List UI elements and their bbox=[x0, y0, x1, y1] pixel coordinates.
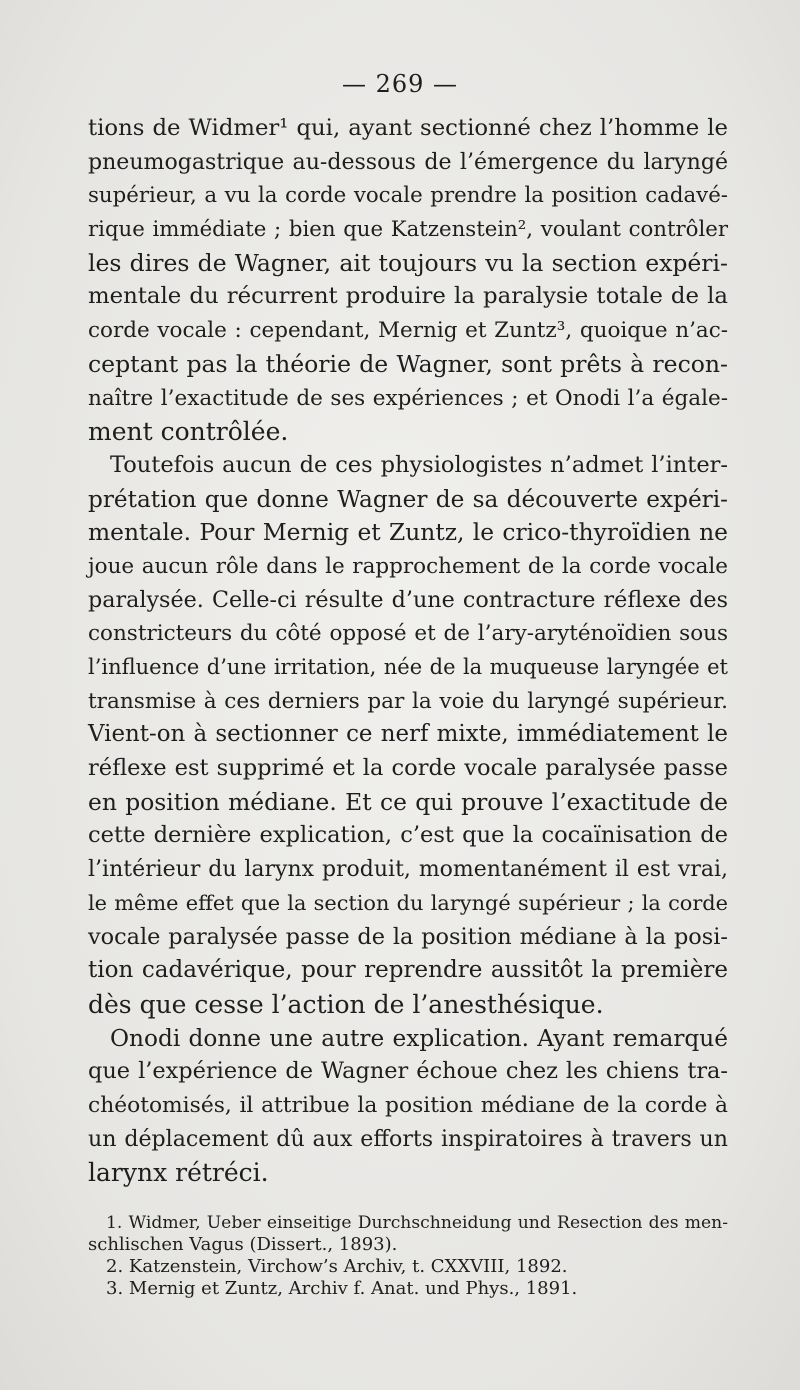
text-line: en position médiane. Et ce qui prouve l’exactitude de bbox=[88, 787, 728, 816]
text-line: Toutefois aucun de ces physiologistes n’admet l’inter- bbox=[110, 451, 728, 478]
text-line: rique immédiate ; bien que Katzenstein², voulant contrôler bbox=[88, 217, 728, 243]
footnote-line: 2. Katzenstein, Virchow’s Archiv, t. CXXVIII, 1892. bbox=[106, 1256, 568, 1277]
page-number: — 269 — bbox=[341, 70, 459, 98]
text-line: le même effet que la section du laryngé supérieur ; la corde bbox=[88, 890, 728, 915]
text-line: corde vocale : cependant, Mernig et Zuntz³, quoique n’ac- bbox=[88, 318, 728, 344]
text-line: dès que cesse l’action de l’anesthésique. bbox=[88, 989, 604, 1019]
text-line: cette dernière explication, c’est que la cocaïnisation de bbox=[88, 822, 728, 849]
text-line: que l’expérience de Wagner échoue chez les chiens tra- bbox=[88, 1058, 728, 1085]
text-line: transmise à ces derniers par la voie du laryngé supérieur. bbox=[88, 688, 728, 714]
text-line: paralysée. Celle-ci résulte d’une contracture réflexe des bbox=[88, 586, 728, 613]
text-line: constricteurs du côté opposé et de l’ary-aryténoïdien sous bbox=[88, 621, 728, 647]
text-line: l’influence d’une irritation, née de la muqueuse laryngée et bbox=[88, 655, 728, 679]
text-line: prétation que donne Wagner de sa découverte expéri- bbox=[88, 485, 728, 513]
text-line: supérieur, a vu la corde vocale prendre la position cadavé- bbox=[88, 183, 728, 209]
text-line: joue aucun rôle dans le rapprochement de la corde vocale bbox=[88, 553, 728, 579]
text-line: un déplacement dû aux efforts inspiratoires à travers un bbox=[88, 1125, 728, 1152]
text-line: larynx rétréci. bbox=[88, 1158, 269, 1188]
text-line: tion cadavérique, pour reprendre aussitôt la première bbox=[88, 957, 728, 984]
text-line: les dires de Wagner, ait toujours vu la section expéri- bbox=[88, 248, 728, 277]
footnotes bbox=[88, 1212, 728, 1300]
text-line: Onodi donne une autre explication. Ayant remarqué bbox=[110, 1024, 728, 1052]
footnote-line: 1. Widmer, Ueber einseitige Durchschneidung und Resection des men- bbox=[106, 1213, 728, 1233]
footnote-line: 3. Mernig et Zuntz, Archiv f. Anat. und Phys., 1891. bbox=[106, 1278, 578, 1299]
text-line: mentale. Pour Mernig et Zuntz, le crico-thyroïdien ne bbox=[88, 518, 728, 547]
text-line: ceptant pas la théorie de Wagner, sont prêts à recon- bbox=[88, 349, 728, 378]
text-line: naître l’exactitude de ses expériences ; et Onodi l’a égale- bbox=[88, 385, 728, 411]
text-line: Vient-on à sectionner ce nerf mixte, immédiatement le bbox=[88, 721, 728, 748]
body-text bbox=[88, 112, 728, 1190]
text-line: l’intérieur du larynx produit, momentanément il est vrai, bbox=[88, 857, 728, 883]
text-line: tions de Widmer¹ qui, ayant sectionné chez l’homme le bbox=[88, 115, 728, 141]
text-line: réflexe est supprimé et la corde vocale paralysée passe bbox=[88, 755, 728, 782]
text-line: chéotomisés, il attribue la position médiane de la corde à bbox=[88, 1092, 728, 1118]
text-line: pneumogastrique au-dessous de l’émergence du laryngé bbox=[88, 149, 728, 175]
text-line: vocale paralysée passe de la position médiane à la posi- bbox=[88, 923, 728, 950]
footnote-line: schlischen Vagus (Dissert., 1893). bbox=[88, 1234, 398, 1255]
text-line: ment contrôlée. bbox=[88, 417, 289, 447]
text-line: mentale du récurrent produire la paralysie totale de la bbox=[88, 283, 728, 310]
